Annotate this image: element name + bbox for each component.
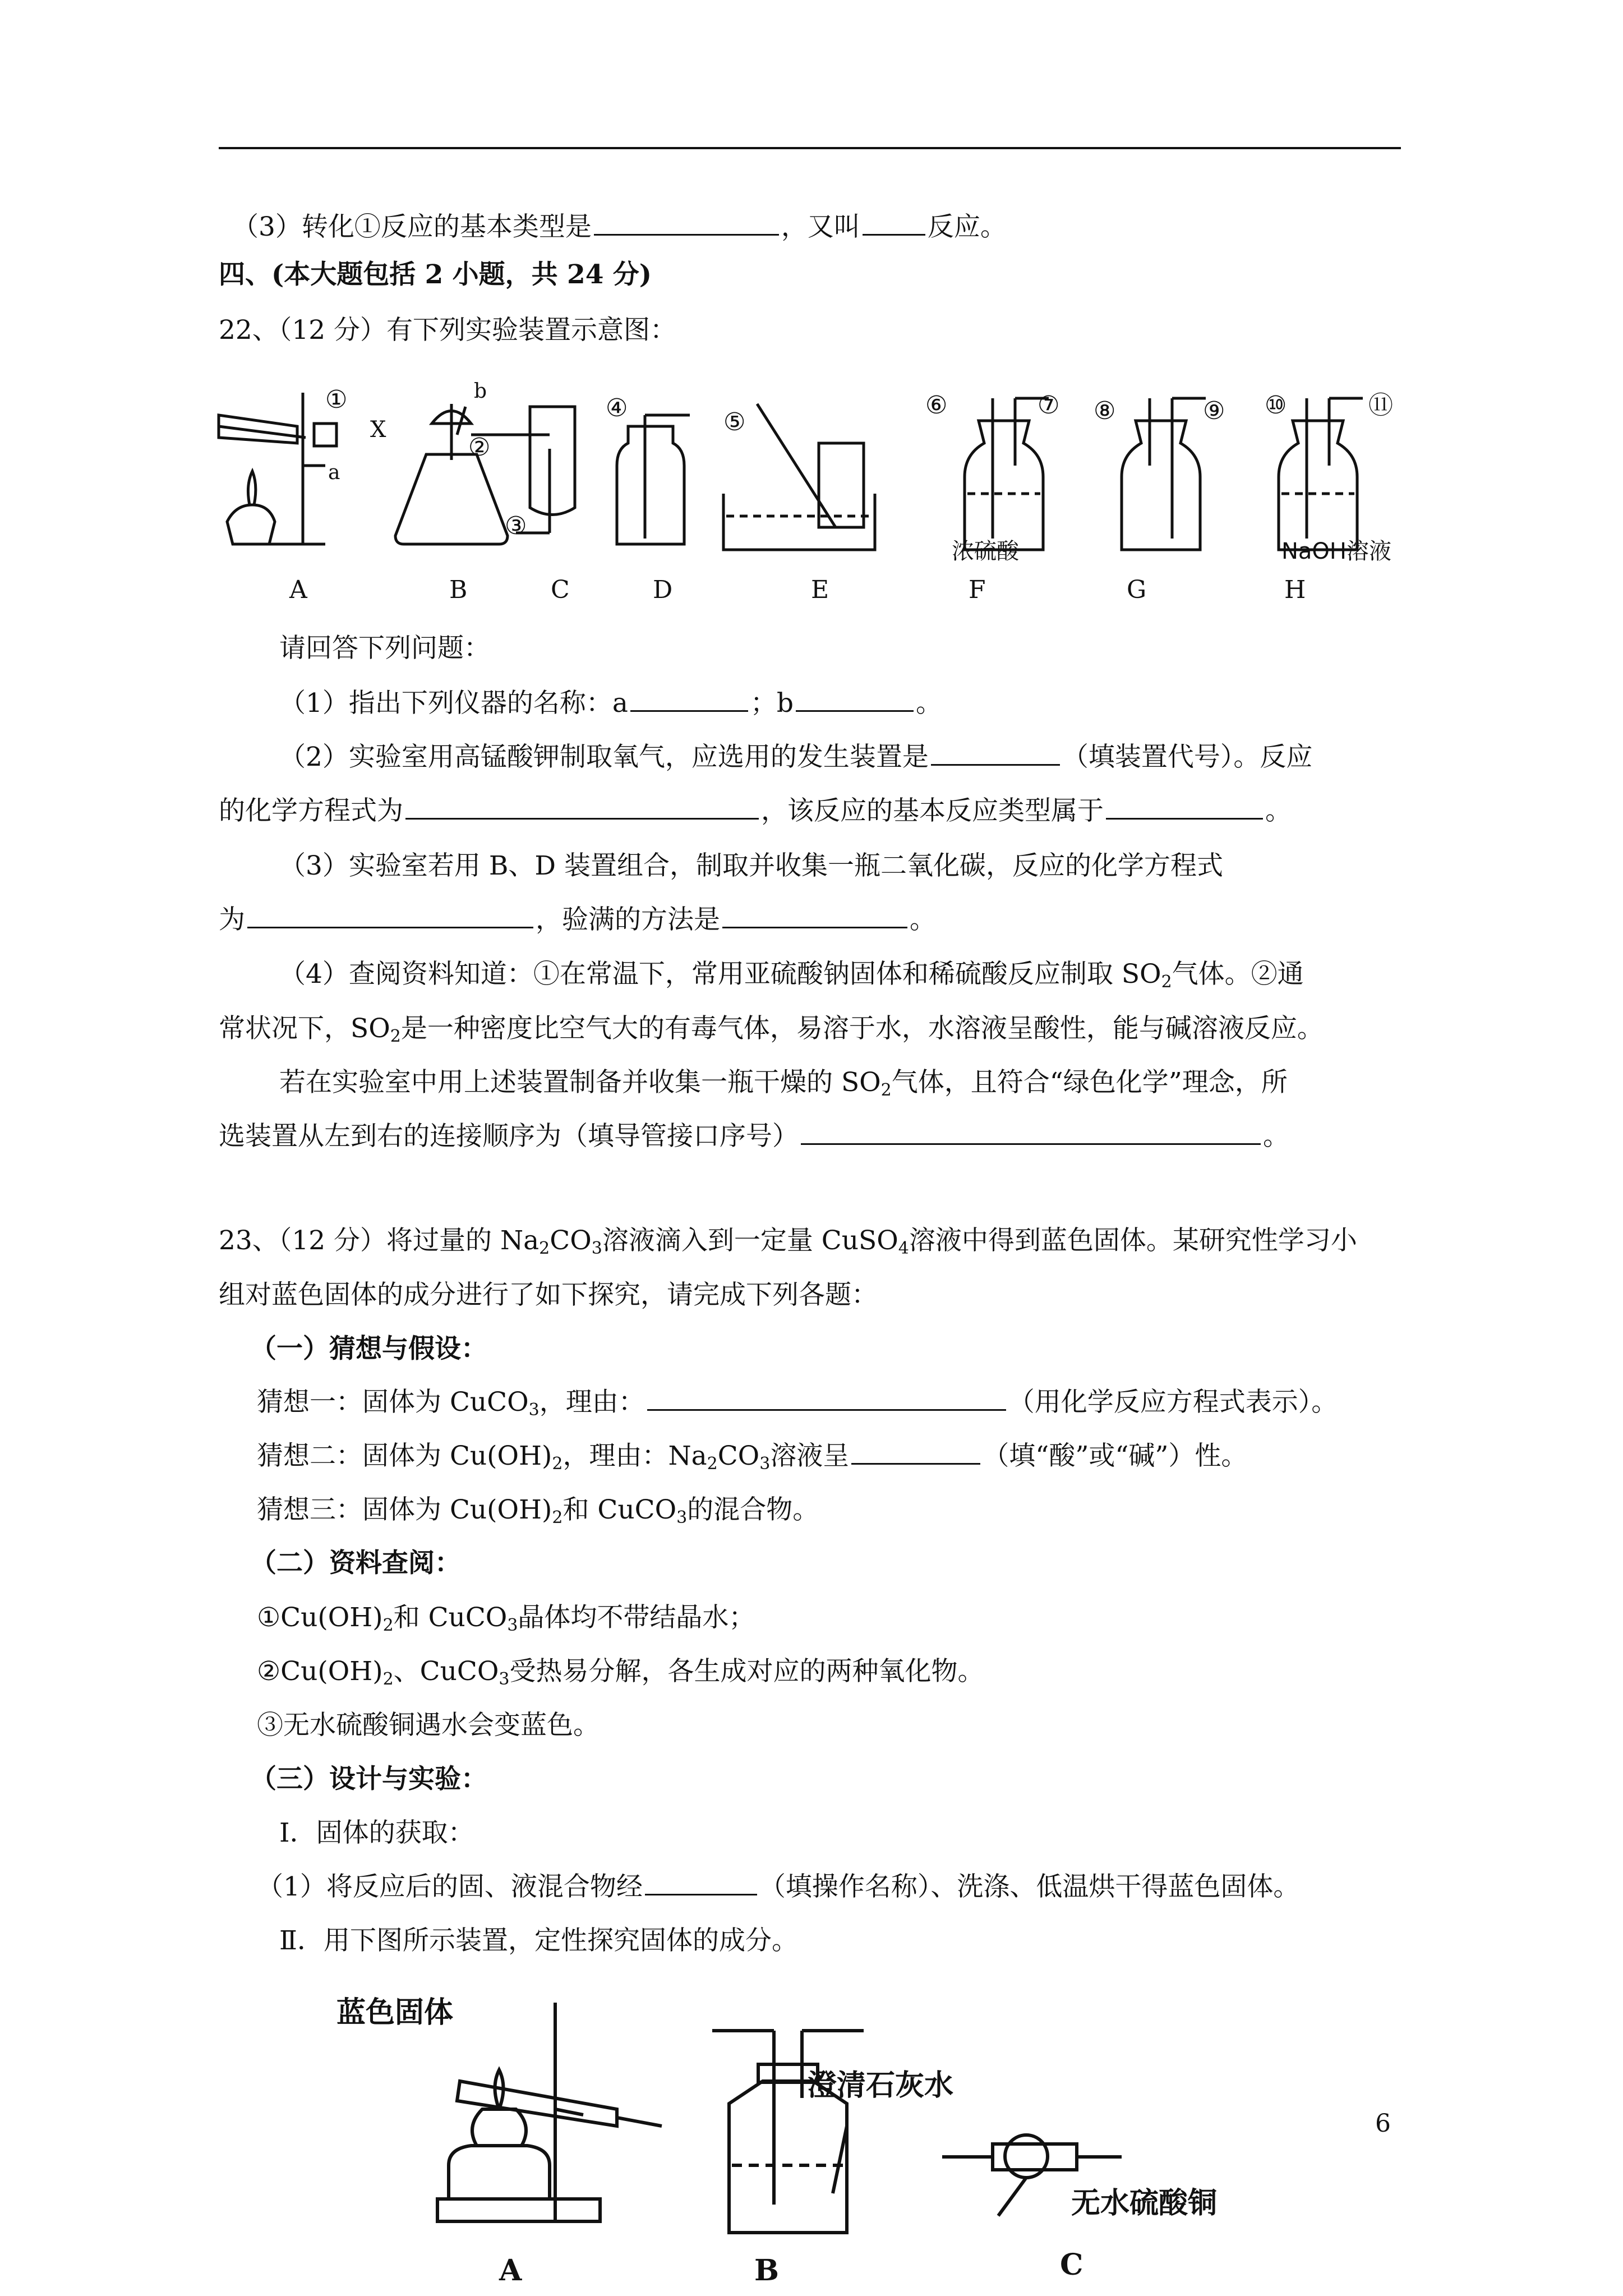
q22-part2-line1: （2）实验室用高锰酸钾制取氧气，应选用的发生装置是 （填装置代号）。反应	[279, 742, 1313, 772]
q23-heading-3: （三）设计与实验：	[250, 1764, 487, 1795]
q22-part4-line3: 若在实验室中用上述装置制备并收集一瓶干燥的 $SO_2$气体，且符合“绿色化学”理念，所	[279, 1067, 1288, 1100]
q23-ref-2: $②Cu(OH)_2$、CuCO$_3$受热易分解，各生成对应的两种氧化物。	[257, 1656, 984, 1689]
label-anhydrous-cuso4: 无水硫酸铜	[1071, 2187, 1218, 2220]
q23-heading-2: （二）资料查阅：	[250, 1548, 461, 1579]
q22-apparatus-figure	[202, 381, 1424, 583]
section-4-title: 四、(本大题包括 2 小题，共 24 分)	[219, 259, 652, 290]
port-9-label: ⑨	[1203, 397, 1225, 425]
port-6-label: ⑥	[925, 391, 948, 420]
apparatus-f	[965, 398, 1049, 550]
apparatus-a2	[437, 2003, 662, 2221]
port-11-label: ⑪	[1368, 391, 1393, 420]
label-x: X	[370, 417, 386, 443]
q22-prompt: 请回答下列问题：	[279, 633, 490, 664]
q23-step-1-part1: （1）将反应后的固、液混合物经 （填操作名称）、洗涤、低温烘干得蓝色固体。	[257, 1871, 1300, 1902]
q23-stem-line2: 组对蓝色固体的成分进行了如下探究，请完成下列各题：	[219, 1280, 878, 1310]
port-4-label: ④	[606, 394, 628, 422]
q23-heading-1: （一）猜想与假设：	[250, 1333, 487, 1364]
device-label-c: C	[551, 576, 570, 604]
label-b: b	[474, 380, 487, 403]
q23-guess-3: 猜想三：固体为 $Cu(OH)_2$和 CuCO$_3$的混合物。	[257, 1494, 819, 1527]
q22-part4-line1: （4）查阅资料知道：①在常温下，常用亚硫酸钠固体和稀硫酸反应制取 $SO_2$气体。②通	[279, 959, 1304, 992]
q22-part1: （1）指出下列仪器的名称：a ；b 。	[279, 688, 943, 719]
f-liquid-label: 浓硫酸	[952, 539, 1019, 564]
q23-step-2: Ⅱ．用下图所示装置，定性探究固体的成分。	[279, 1925, 798, 1956]
apparatus-e	[723, 404, 875, 550]
device-label-g: G	[1127, 576, 1147, 604]
apparatus-b2	[712, 2031, 864, 2233]
q21-part3: （3）转化①反应的基本类型是 ，又叫 反应。	[232, 211, 1007, 242]
apparatus-g	[1122, 398, 1206, 550]
port-5-label: ⑤	[723, 408, 746, 436]
q23-ref-1: $①Cu(OH)_2$和 CuCO$_3$晶体均不带结晶水；	[257, 1602, 755, 1635]
q22-part2-line2: 的化学方程式为 ，该反应的基本反应类型属于 。	[219, 795, 1292, 826]
device-label-b: B	[449, 576, 468, 604]
device-label-c2: C	[1060, 2248, 1083, 2282]
device-label-e: E	[811, 576, 829, 604]
device-label-d: D	[653, 576, 673, 604]
q23-stem-line1: 23、（12 分）将过量的 $Na_2CO_3$溶液滴入到一定量 CuSO$_4$溶液中得到蓝色固体。某研究性学习小	[219, 1225, 1357, 1258]
h-liquid-label: NaOH溶液	[1281, 539, 1391, 564]
label-a: a	[328, 461, 340, 484]
device-label-h: H	[1284, 576, 1306, 604]
device-label-f: F	[969, 576, 986, 604]
port-2-label: ②	[468, 433, 491, 462]
apparatus-a	[219, 393, 336, 544]
port-7-label: ⑦	[1038, 391, 1060, 420]
q22-part4-line2: 常状况下，$SO_2$是一种密度比空气大的有毒气体，易溶于水，水溶液呈酸性，能与碱溶液反应。	[219, 1013, 1324, 1046]
header-rule	[219, 147, 1401, 149]
apparatus-d	[617, 415, 690, 544]
device-label-a2: A	[499, 2253, 522, 2288]
port-1-label: ①	[325, 385, 348, 414]
page-number: 6	[1375, 2109, 1391, 2138]
label-limewater: 澄清石灰水	[808, 2069, 954, 2102]
port-8-label: ⑧	[1094, 397, 1116, 425]
q22-part3-line1: （3）实验室若用 B、D 装置组合，制取并收集一瓶二氧化碳，反应的化学方程式	[279, 850, 1224, 881]
q23-ref-3: ③无水硫酸铜遇水会变蓝色。	[257, 1710, 600, 1741]
device-label-a: A	[289, 576, 307, 604]
q22-part4-line4: 选装置从左到右的连接顺序为（填导管接口序号） 。	[219, 1121, 1289, 1152]
q23-step-1: Ⅰ．固体的获取：	[279, 1818, 474, 1848]
port-3-label: ③	[505, 512, 527, 540]
apparatus-h	[1279, 398, 1363, 550]
q23-guess-1: 猜想一：固体为 CuCO$_3$，理由： （用化学反应方程式表示）。	[257, 1387, 1338, 1420]
q22-stem: 22、（12 分）有下列实验装置示意图：	[219, 315, 677, 346]
device-label-b2: B	[754, 2253, 779, 2288]
q23-guess-2: 猜想二：固体为 $Cu(OH)_2$，理由：$Na_2CO_3$溶液呈 （填“酸”或“碱”）性。	[257, 1441, 1248, 1474]
q22-part3-line2: 为 ，验满的方法是 。	[219, 904, 936, 935]
port-10-label: ⑩	[1265, 391, 1287, 420]
label-blue-solid: 蓝色固体	[336, 1996, 454, 2030]
